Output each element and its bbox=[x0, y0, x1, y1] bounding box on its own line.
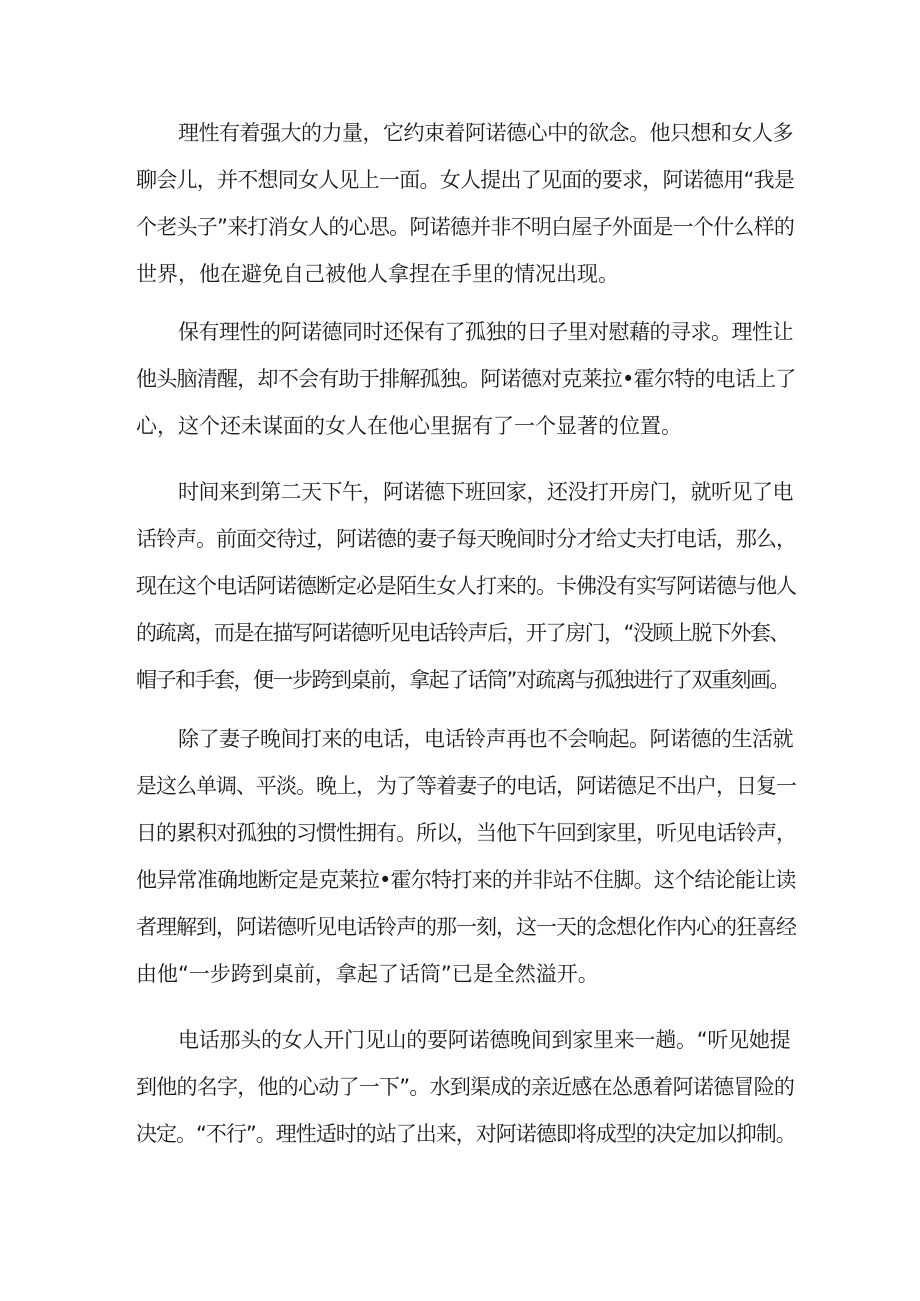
paragraph-1-line-3: 个老头子”来打消女人的心思。阿诺德并非不明白屋子外面是一个什么样的 bbox=[136, 215, 795, 239]
paragraph-5-line-2: 到他的名字，他的心动了一下”。水到渠成的亲近感在怂恿着阿诺德冒险的 bbox=[136, 1075, 795, 1099]
paragraph-1-line-1: 理性有着强大的力量，它约束着阿诺德心中的欲念。他只想和女人多 bbox=[178, 121, 793, 145]
paragraph-5-line-1: 电话那头的女人开门见山的要阿诺德晚间到家里来一趟。“听见她提 bbox=[178, 1028, 791, 1052]
paragraph-3-line-3: 现在这个电话阿诺德断定必是陌生女人打来的。卡佛没有实写阿诺德与他人 bbox=[136, 574, 796, 598]
paragraph-3-line-4: 的疏离，而是在描写阿诺德听见电话铃声后，开了房门，“没顾上脱下外套、 bbox=[136, 621, 789, 645]
paragraph-4-line-5: 者理解到，阿诺德听见电话铃声的那一刻，这一天的念想化作内心的狂喜经 bbox=[136, 915, 796, 939]
paragraph-4-line-3: 日的累积对孤独的习惯性拥有。所以，当他下午回到家里，听见电话铃声， bbox=[136, 821, 796, 845]
paragraph-4-line-4: 他异常准确地断定是克莱拉•霍尔特打来的并非站不住脚。这个结论能让读 bbox=[136, 868, 796, 892]
paragraph-3-line-5: 帽子和手套，便一步跨到桌前，拿起了话筒”对疏离与孤独进行了双重刻画。 bbox=[136, 668, 789, 692]
paragraph-4-line-2: 是这么单调、平淡。晚上，为了等着妻子的电话，阿诺德足不出户，日复一 bbox=[136, 774, 796, 798]
paragraph-1-line-4: 世界，他在避免自己被他人拿捏在手里的情况出现。 bbox=[136, 262, 619, 286]
paragraph-2-line-2: 他头脑清醒，却不会有助于排解孤独。阿诺德对克莱拉•霍尔特的电话上了 bbox=[136, 367, 796, 391]
paragraph-2-line-1: 保有理性的阿诺德同时还保有了孤独的日子里对慰藉的寻求。理性让 bbox=[178, 320, 793, 344]
paragraph-5-line-3: 决定。“不行”。理性适时的站了出来，对阿诺德即将成型的决定加以抑制。 bbox=[136, 1122, 796, 1146]
paragraph-3-line-2: 话铃声。前面交待过，阿诺德的妻子每天晚间时分才给丈夫打电话，那么， bbox=[136, 527, 796, 551]
paragraph-4-line-1: 除了妻子晚间打来的电话，电话铃声再也不会响起。阿诺德的生活就 bbox=[178, 727, 793, 751]
paragraph-3-line-1: 时间来到第二天下午，阿诺德下班回家，还没打开房门，就听见了电 bbox=[178, 480, 793, 504]
paragraph-1-line-2: 聊会儿，并不想同女人见上一面。女人提出了见面的要求，阿诺德用“我是 bbox=[136, 168, 795, 192]
paragraph-2-line-3: 心，这个还未谋面的女人在他心里据有了一个显著的位置。 bbox=[136, 414, 682, 438]
paragraph-4-line-6: 由他“一步跨到桌前，拿起了话筒”已是全然溢开。 bbox=[136, 962, 599, 986]
